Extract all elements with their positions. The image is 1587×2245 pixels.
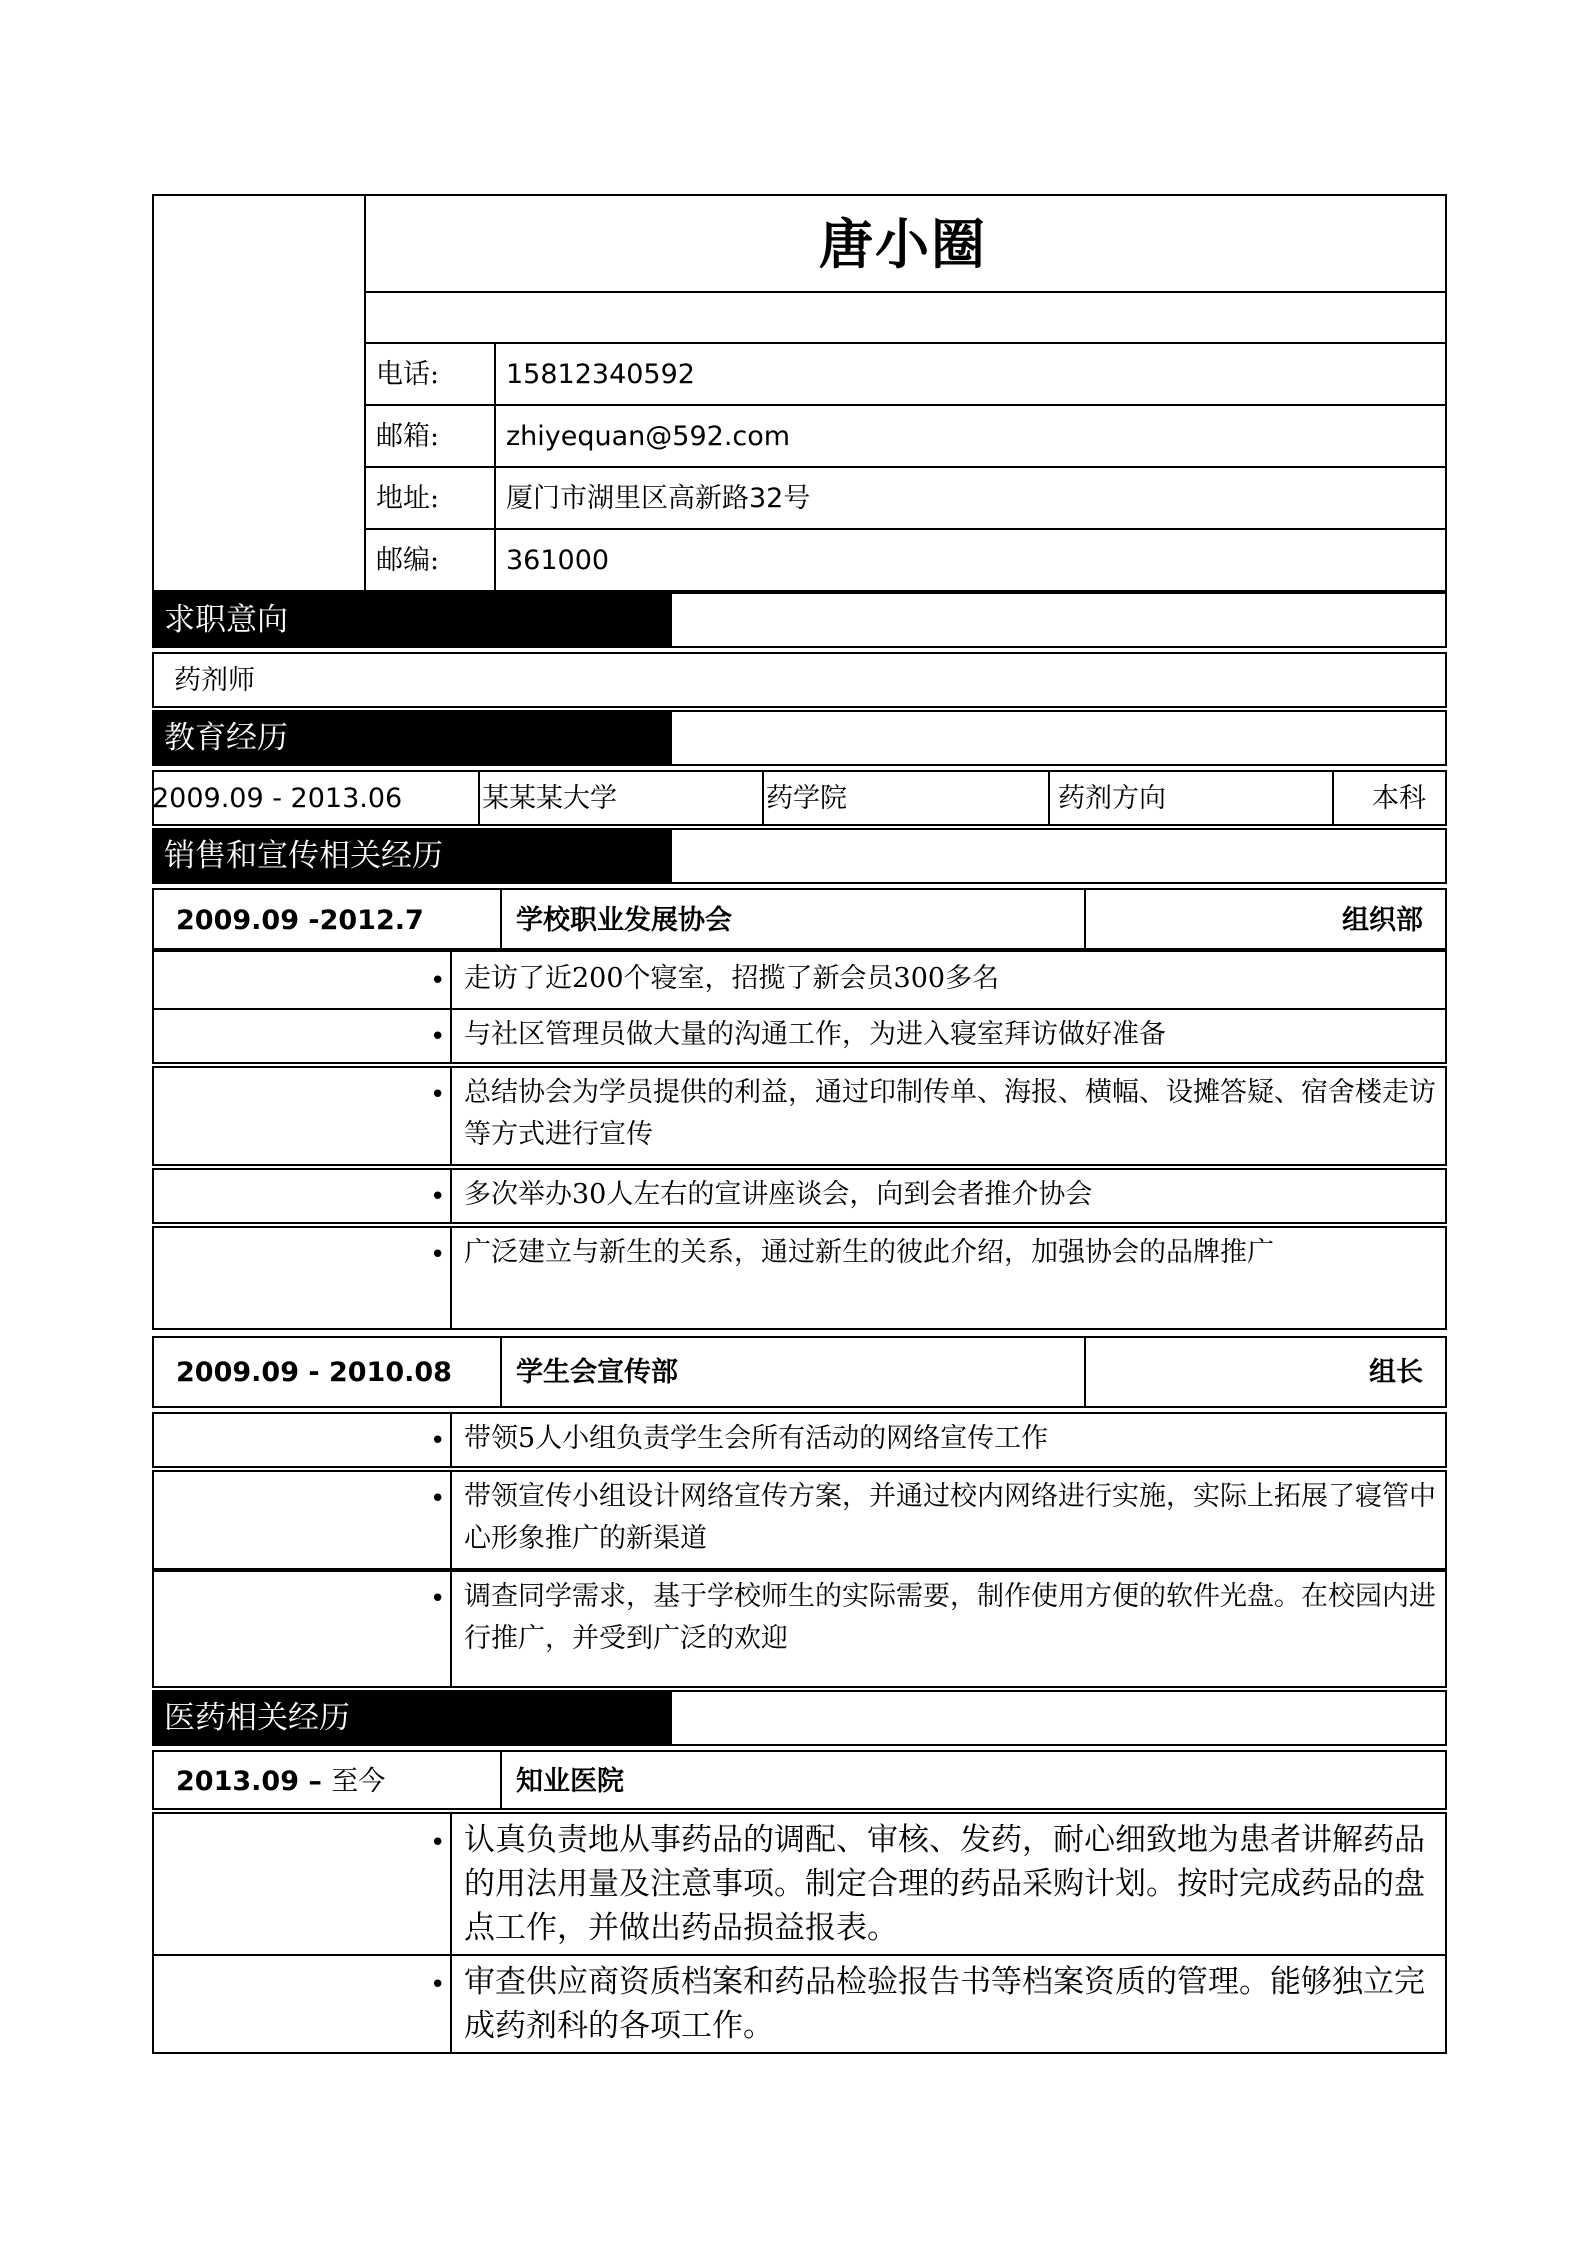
bullet-text: 审查供应商资质档案和药品检验报告书等档案资质的管理。能够独立完成药剂科的各项工作。 [464, 1964, 1425, 2044]
education-major: 药剂方向 [1058, 783, 1166, 814]
email-value: zhiyequan@592.com [506, 421, 791, 452]
experience-entry-header [152, 1336, 1447, 1408]
bullet-dot: • [430, 1828, 446, 1858]
bullet-item [152, 1470, 1447, 1570]
bullet-dot: • [430, 1484, 446, 1514]
contact-label-cell [364, 528, 496, 592]
experience-entry-header [152, 1750, 1447, 1810]
postcode-value: 361000 [506, 545, 610, 576]
bullet-dot: • [430, 1022, 446, 1052]
contact-label: 邮编: [376, 545, 440, 576]
section-title: 教育经历 [164, 720, 288, 756]
contact-label-cell [364, 466, 496, 530]
bullet-item [152, 1226, 1447, 1330]
section-header-filler [672, 828, 1447, 884]
bullet-item [152, 1008, 1447, 1064]
section-header-medical [152, 1690, 672, 1746]
section-title: 求职意向 [164, 602, 288, 638]
education-degree: 本科 [1372, 783, 1426, 814]
entry-period-end: 至今 [331, 1766, 386, 1797]
bullet-dot: • [430, 1240, 446, 1270]
entry-org: 知业医院 [516, 1766, 624, 1797]
bullet-dot: • [430, 1426, 446, 1456]
contact-label: 地址: [376, 483, 440, 514]
section-header-filler [672, 710, 1447, 766]
education-row [152, 770, 1447, 826]
bullet-item [152, 1168, 1447, 1224]
photo-area [152, 194, 366, 592]
section-header-filler [672, 592, 1447, 648]
section-header-filler [672, 1690, 1447, 1746]
entry-period: 2009.09 -2012.7 [176, 905, 424, 936]
entry-org: 学校职业发展协会 [516, 905, 732, 936]
contact-label-cell [364, 342, 496, 406]
bullet-item [152, 950, 1447, 1010]
bullet-dot: • [430, 1182, 446, 1212]
section-title: 销售和宣传相关经历 [164, 838, 443, 874]
contact-value-cell [494, 404, 1447, 468]
contact-value-cell [494, 528, 1447, 592]
section-title: 医药相关经历 [164, 1700, 350, 1736]
contact-value-cell [494, 466, 1447, 530]
bullet-text: 总结协会为学员提供的利益，通过印制传单、海报、横幅、设摊答疑、宿舍楼走访等方式进行宣传 [464, 1077, 1436, 1150]
objective-row [152, 652, 1447, 708]
phone-value: 15812340592 [506, 359, 695, 390]
address-value: 厦门市湖里区高新路32号 [506, 483, 811, 514]
bullet-dot: • [430, 1584, 446, 1614]
bullet-text: 走访了近200个寝室，招揽了新会员300多名 [464, 963, 1000, 994]
bullet-item [152, 1954, 1447, 2054]
bullet-text: 带领5人小组负责学生会所有活动的网络宣传工作 [464, 1423, 1049, 1454]
bullet-text: 与社区管理员做大量的沟通工作，为进入寝室拜访做好准备 [464, 1019, 1166, 1050]
contact-label: 邮箱: [376, 421, 440, 452]
name-cell [364, 194, 1447, 293]
bullet-text: 广泛建立与新生的关系，通过新生的彼此介绍，加强协会的品牌推广 [464, 1237, 1274, 1268]
bullet-dot: • [430, 1970, 446, 2000]
bullet-item [152, 1812, 1447, 1956]
entry-role: 组长 [1369, 1357, 1423, 1388]
bullet-dot: • [430, 966, 446, 996]
bullet-text: 认真负责地从事药品的调配、审核、发药，耐心细致地为患者讲解药品的用法用量及注意事项。制定合理的药品采购计划。按时完成药品的盘点工作，并做出药品损益报表。 [464, 1822, 1425, 1946]
section-header-sales [152, 828, 672, 884]
bullet-dot: • [430, 1080, 446, 1110]
entry-period [176, 1767, 385, 1797]
contact-value-cell [494, 342, 1447, 406]
entry-period-start: 2013.09 – [176, 1766, 322, 1797]
bullet-text: 多次举办30人左右的宣讲座谈会，向到会者推介协会 [464, 1179, 1093, 1210]
experience-entry-header [152, 888, 1447, 950]
entry-org: 学生会宣传部 [516, 1357, 678, 1388]
blank-row [364, 291, 1447, 344]
candidate-name: 唐小圈 [819, 212, 987, 276]
bullet-item [152, 1066, 1447, 1166]
bullet-item [152, 1570, 1447, 1688]
bullet-item [152, 1412, 1447, 1468]
contact-label-cell [364, 404, 496, 468]
education-college: 药学院 [766, 783, 847, 814]
education-school: 某某某大学 [482, 783, 617, 814]
contact-label: 电话: [376, 359, 440, 390]
bullet-text: 带领宣传小组设计网络宣传方案，并通过校内网络进行实施，实际上拓展了寝管中心形象推广的新渠道 [464, 1481, 1436, 1554]
section-header-objective [152, 592, 672, 648]
bullet-text: 调查同学需求，基于学校师生的实际需要，制作使用方便的软件光盘。在校园内进行推广，并受到广泛的欢迎 [464, 1581, 1436, 1654]
entry-role: 组织部 [1342, 905, 1423, 936]
objective-value: 药剂师 [174, 665, 255, 696]
section-header-education [152, 710, 672, 766]
entry-period: 2009.09 - 2010.08 [176, 1357, 452, 1388]
education-period: 2009.09 - 2013.06 [152, 783, 403, 814]
